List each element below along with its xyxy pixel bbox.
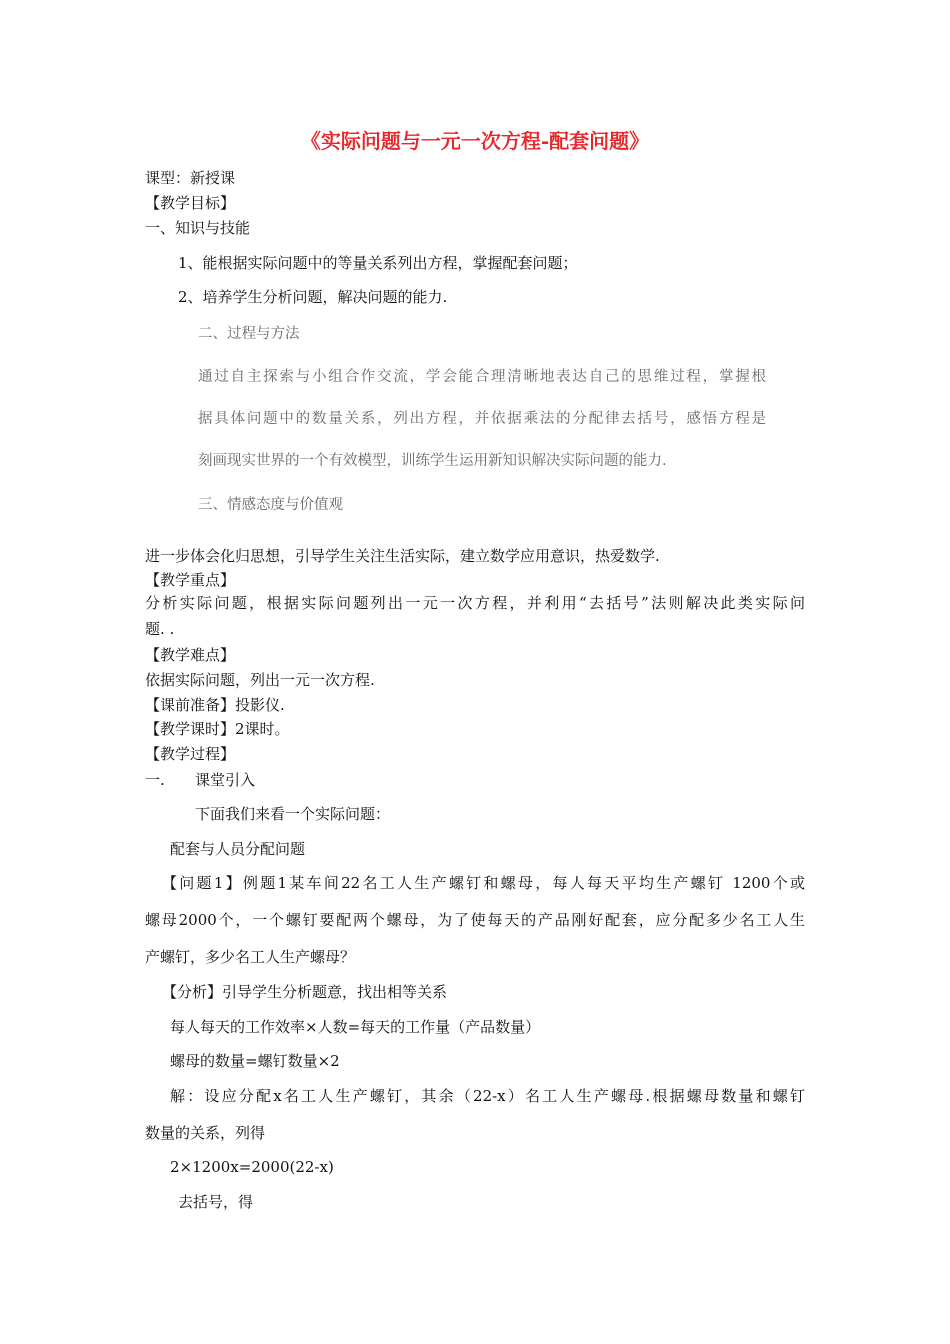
paragraph: 每人每天的工作效率×人数=每天的工作量（产品数量） xyxy=(170,1018,541,1036)
paragraph: 依据实际问题，列出一元一次方程. xyxy=(145,671,375,689)
problem-text: 产螺钉，多少名工人生产螺母？ xyxy=(145,948,356,966)
paragraph: 2、培养学生分析问题，解决问题的能力. xyxy=(178,288,448,306)
paragraph: 【课前准备】投影仪. xyxy=(145,696,285,714)
list-number: 一. xyxy=(145,771,165,789)
problem-text: 螺母2000个，一个螺钉要配两个螺母，为了使每天的产品刚好配套，应分配多少名工人生 xyxy=(145,911,805,929)
paragraph: 据具体问题中的数量关系，列出方程，并依据乘法的分配律去括号，感悟方程是 xyxy=(198,411,766,427)
section-heading: 【教学目标】 xyxy=(145,194,236,212)
paragraph: 配套与人员分配问题 xyxy=(170,840,306,858)
subheading: 三、情感态度与价值观 xyxy=(198,497,343,513)
paragraph: 下面我们来看一个实际问题： xyxy=(195,805,391,823)
equation: 2×1200x=2000(22-x) xyxy=(170,1158,334,1176)
paragraph: 分析实际问题，根据实际问题列出一元一次方程，并利用“去括号”法则解决此类实际问 xyxy=(145,594,805,612)
solution-text: 解：设应分配x名工人生产螺钉，其余（22-x）名工人生产螺母.根据螺母数量和螺钉 xyxy=(170,1087,805,1105)
section-heading: 【教学过程】 xyxy=(145,745,236,763)
paragraph: 【分析】引导学生分析题意，找出相等关系 xyxy=(162,983,448,1001)
lesson-type: 课型：新授课 xyxy=(145,169,236,187)
paragraph: 【教学课时】2课时。 xyxy=(145,720,290,738)
paragraph: 螺母的数量=螺钉数量×2 xyxy=(170,1052,340,1070)
solution-text: 数量的关系，列得 xyxy=(145,1124,266,1142)
section-heading: 【教学重点】 xyxy=(145,571,236,589)
paragraph: 刻画现实世界的一个有效模型，训练学生运用新知识解决实际问题的能力. xyxy=(198,453,667,469)
paragraph: 题. . xyxy=(145,620,175,638)
paragraph: 通过自主探索与小组合作交流，学会能合理清晰地表达自己的思维过程，掌握根 xyxy=(198,369,766,385)
subheading: 一、知识与技能 xyxy=(145,219,251,237)
problem-text: 【问题1】例题1某车间22名工人生产螺钉和螺母，每人每天平均生产螺钉 1200个或 xyxy=(162,874,805,892)
subheading: 二、过程与方法 xyxy=(198,326,300,342)
section-heading: 【教学难点】 xyxy=(145,646,236,664)
subheading: 课堂引入 xyxy=(195,771,256,789)
document-title: 《实际问题与一元一次方程-配套问题》 xyxy=(300,129,650,153)
paragraph: 去括号，得 xyxy=(178,1193,254,1211)
paragraph: 1、能根据实际问题中的等量关系列出方程，掌握配套问题； xyxy=(178,254,578,272)
paragraph: 进一步体会化归思想，引导学生关注生活实际，建立数学应用意识，热爱数学. xyxy=(145,547,660,565)
